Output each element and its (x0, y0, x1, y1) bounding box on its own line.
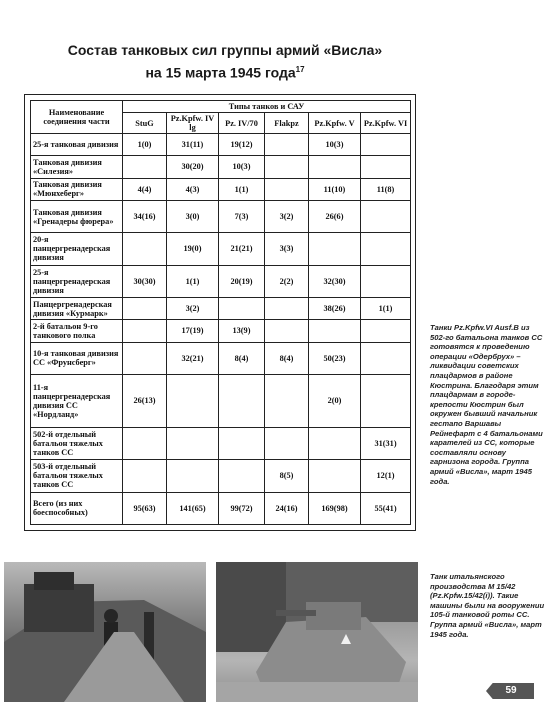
value-cell: 31(31) (361, 427, 411, 459)
value-cell: 30(20) (167, 156, 219, 178)
value-cell: 24(16) (265, 492, 309, 524)
unit-cell: 25-я панцергренадерская дивизия (31, 265, 123, 297)
table-row (31, 375, 411, 428)
table-row (31, 460, 411, 492)
value-cell: 99(72) (219, 492, 265, 524)
value-cell: 13(9) (219, 320, 265, 342)
unit-cell: 10-я танковая дивизия СС «Фрунсберг» (31, 342, 123, 374)
value-cell (361, 233, 411, 265)
value-cell: 3(3) (265, 233, 309, 265)
value-cell: 21(21) (219, 233, 265, 265)
table-row (31, 233, 411, 265)
value-cell (361, 134, 411, 156)
value-cell (123, 320, 167, 342)
value-cell: 3(0) (167, 200, 219, 232)
value-cell: 4(3) (167, 178, 219, 200)
caption-italian-tank-photo: Танк итальянского производства M 15/42 (Pz.Kpfw.15/42(i)). Такие машины были на вооружении 105-й танковой роты СС. Группа армий «Висла», март 1945 года. (430, 572, 545, 639)
column-header: Pz.Kpfw. IV lg (167, 113, 219, 134)
value-cell (361, 320, 411, 342)
unit-cell: 2-й батальон 9-го танкового полка (31, 320, 123, 342)
value-cell: 2(2) (265, 265, 309, 297)
value-cell: 32(21) (167, 342, 219, 374)
value-cell (167, 375, 219, 428)
value-cell: 1(1) (219, 178, 265, 200)
value-cell (123, 298, 167, 320)
photo-tiger-tanks-graphic (4, 562, 206, 702)
value-cell (167, 460, 219, 492)
table-row (31, 178, 411, 200)
title-line-1: Состав танковых сил группы армий «Висла» (67, 42, 383, 58)
value-cell: 7(3) (219, 200, 265, 232)
table-row (31, 427, 411, 459)
footnote-mark: 17 (295, 65, 305, 74)
unit-cell: Панцергренадерская дивизия «Курмарк» (31, 298, 123, 320)
value-cell (265, 320, 309, 342)
photo-tiger-tanks (4, 562, 206, 702)
value-cell (361, 342, 411, 374)
column-header: Pz. IV/70 (219, 113, 265, 134)
unit-column-header: Наименование соединения части (31, 101, 123, 134)
value-cell: 19(12) (219, 134, 265, 156)
value-cell: 1(0) (123, 134, 167, 156)
value-cell: 20(19) (219, 265, 265, 297)
value-cell (123, 427, 167, 459)
value-cell: 4(4) (123, 178, 167, 200)
value-cell (123, 460, 167, 492)
table-row (31, 298, 411, 320)
table-row (31, 265, 411, 297)
value-cell (361, 200, 411, 232)
unit-cell: 503-й отдельный батальон тяжелых танков СС (31, 460, 123, 492)
value-cell: 31(11) (167, 134, 219, 156)
value-cell: 95(63) (123, 492, 167, 524)
value-cell (361, 375, 411, 428)
caption-tiger-photo: Танки Pz.Kpfw.VI Ausf.B из 502-го батальона танков СС готовятся к проведению операции «Одербрух» – ликвидации советских плацдармов в районе Кюстрина. Благодаря этим плацдармам в городе-крепости Кюстрин был окружен бывший начальник гестапо Варшавы Рейнефарт с 4 батальонами карателей из СС, которые составляли основу гарнизона города. Группа армий «Висла», март 1945 года. (430, 323, 543, 486)
value-cell (265, 134, 309, 156)
types-header: Типы танков и САУ (123, 101, 411, 113)
value-cell: 26(6) (309, 200, 361, 232)
value-cell (361, 156, 411, 178)
value-cell (167, 427, 219, 459)
column-header: Pz.Kpfw. V (309, 113, 361, 134)
value-cell: 8(5) (265, 460, 309, 492)
value-cell: 3(2) (167, 298, 219, 320)
value-cell (123, 233, 167, 265)
unit-cell: Танковая дивизия «Силезия» (31, 156, 123, 178)
value-cell (265, 298, 309, 320)
unit-cell: 20-я панцергренадерская дивизия (31, 233, 123, 265)
table-row (31, 156, 411, 178)
value-cell: 8(4) (265, 342, 309, 374)
value-cell: 1(1) (167, 265, 219, 297)
value-cell: 38(26) (309, 298, 361, 320)
column-header: StuG (123, 113, 167, 134)
value-cell (219, 460, 265, 492)
page-number: 59 (505, 685, 517, 696)
value-cell (265, 375, 309, 428)
value-cell (219, 427, 265, 459)
table-row-total (31, 492, 411, 524)
value-cell (309, 156, 361, 178)
page-title (60, 40, 390, 83)
tank-forces-table (30, 100, 411, 525)
column-header: Flakpz (265, 113, 309, 134)
value-cell: 26(13) (123, 375, 167, 428)
unit-cell: Танковая дивизия «Гренадеры фюрера» (31, 200, 123, 232)
unit-cell: 25-я танковая дивизия (31, 134, 123, 156)
value-cell (265, 178, 309, 200)
value-cell (265, 427, 309, 459)
value-cell: 32(30) (309, 265, 361, 297)
value-cell: 34(16) (123, 200, 167, 232)
value-cell: 169(98) (309, 492, 361, 524)
unit-cell: Всего (из них боеспособных) (31, 492, 123, 524)
value-cell: 17(19) (167, 320, 219, 342)
value-cell: 50(23) (309, 342, 361, 374)
value-cell: 10(3) (309, 134, 361, 156)
value-cell (219, 298, 265, 320)
title-line-2: на 15 марта 1945 года$^{17}$ (145, 64, 305, 81)
table-row (31, 320, 411, 342)
value-cell: 141(65) (167, 492, 219, 524)
table-row (31, 342, 411, 374)
value-cell: 55(41) (361, 492, 411, 524)
value-cell: 19(0) (167, 233, 219, 265)
value-cell (309, 233, 361, 265)
value-cell: 3(2) (265, 200, 309, 232)
value-cell (123, 342, 167, 374)
value-cell (361, 265, 411, 297)
value-cell: 12(1) (361, 460, 411, 492)
value-cell: 11(10) (309, 178, 361, 200)
value-cell: 10(3) (219, 156, 265, 178)
value-cell: 2(0) (309, 375, 361, 428)
table-row (31, 134, 411, 156)
value-cell: 11(8) (361, 178, 411, 200)
table-row (31, 200, 411, 232)
column-header: Pz.Kpfw. VI (361, 113, 411, 134)
photo-italian-tank (216, 562, 418, 702)
value-cell (265, 156, 309, 178)
value-cell (309, 460, 361, 492)
unit-cell: 502-й отдельный батальон тяжелых танков СС (31, 427, 123, 459)
value-cell (219, 375, 265, 428)
value-cell (309, 320, 361, 342)
value-cell (309, 427, 361, 459)
value-cell (123, 156, 167, 178)
photo-italian-tank-graphic (216, 562, 418, 702)
unit-cell: Танковая дивизия «Мюнхеберг» (31, 178, 123, 200)
value-cell: 30(30) (123, 265, 167, 297)
value-cell: 8(4) (219, 342, 265, 374)
value-cell: 1(1) (361, 298, 411, 320)
unit-cell: 11-я панцергренадерская дивизия СС «Нордланд» (31, 375, 123, 428)
